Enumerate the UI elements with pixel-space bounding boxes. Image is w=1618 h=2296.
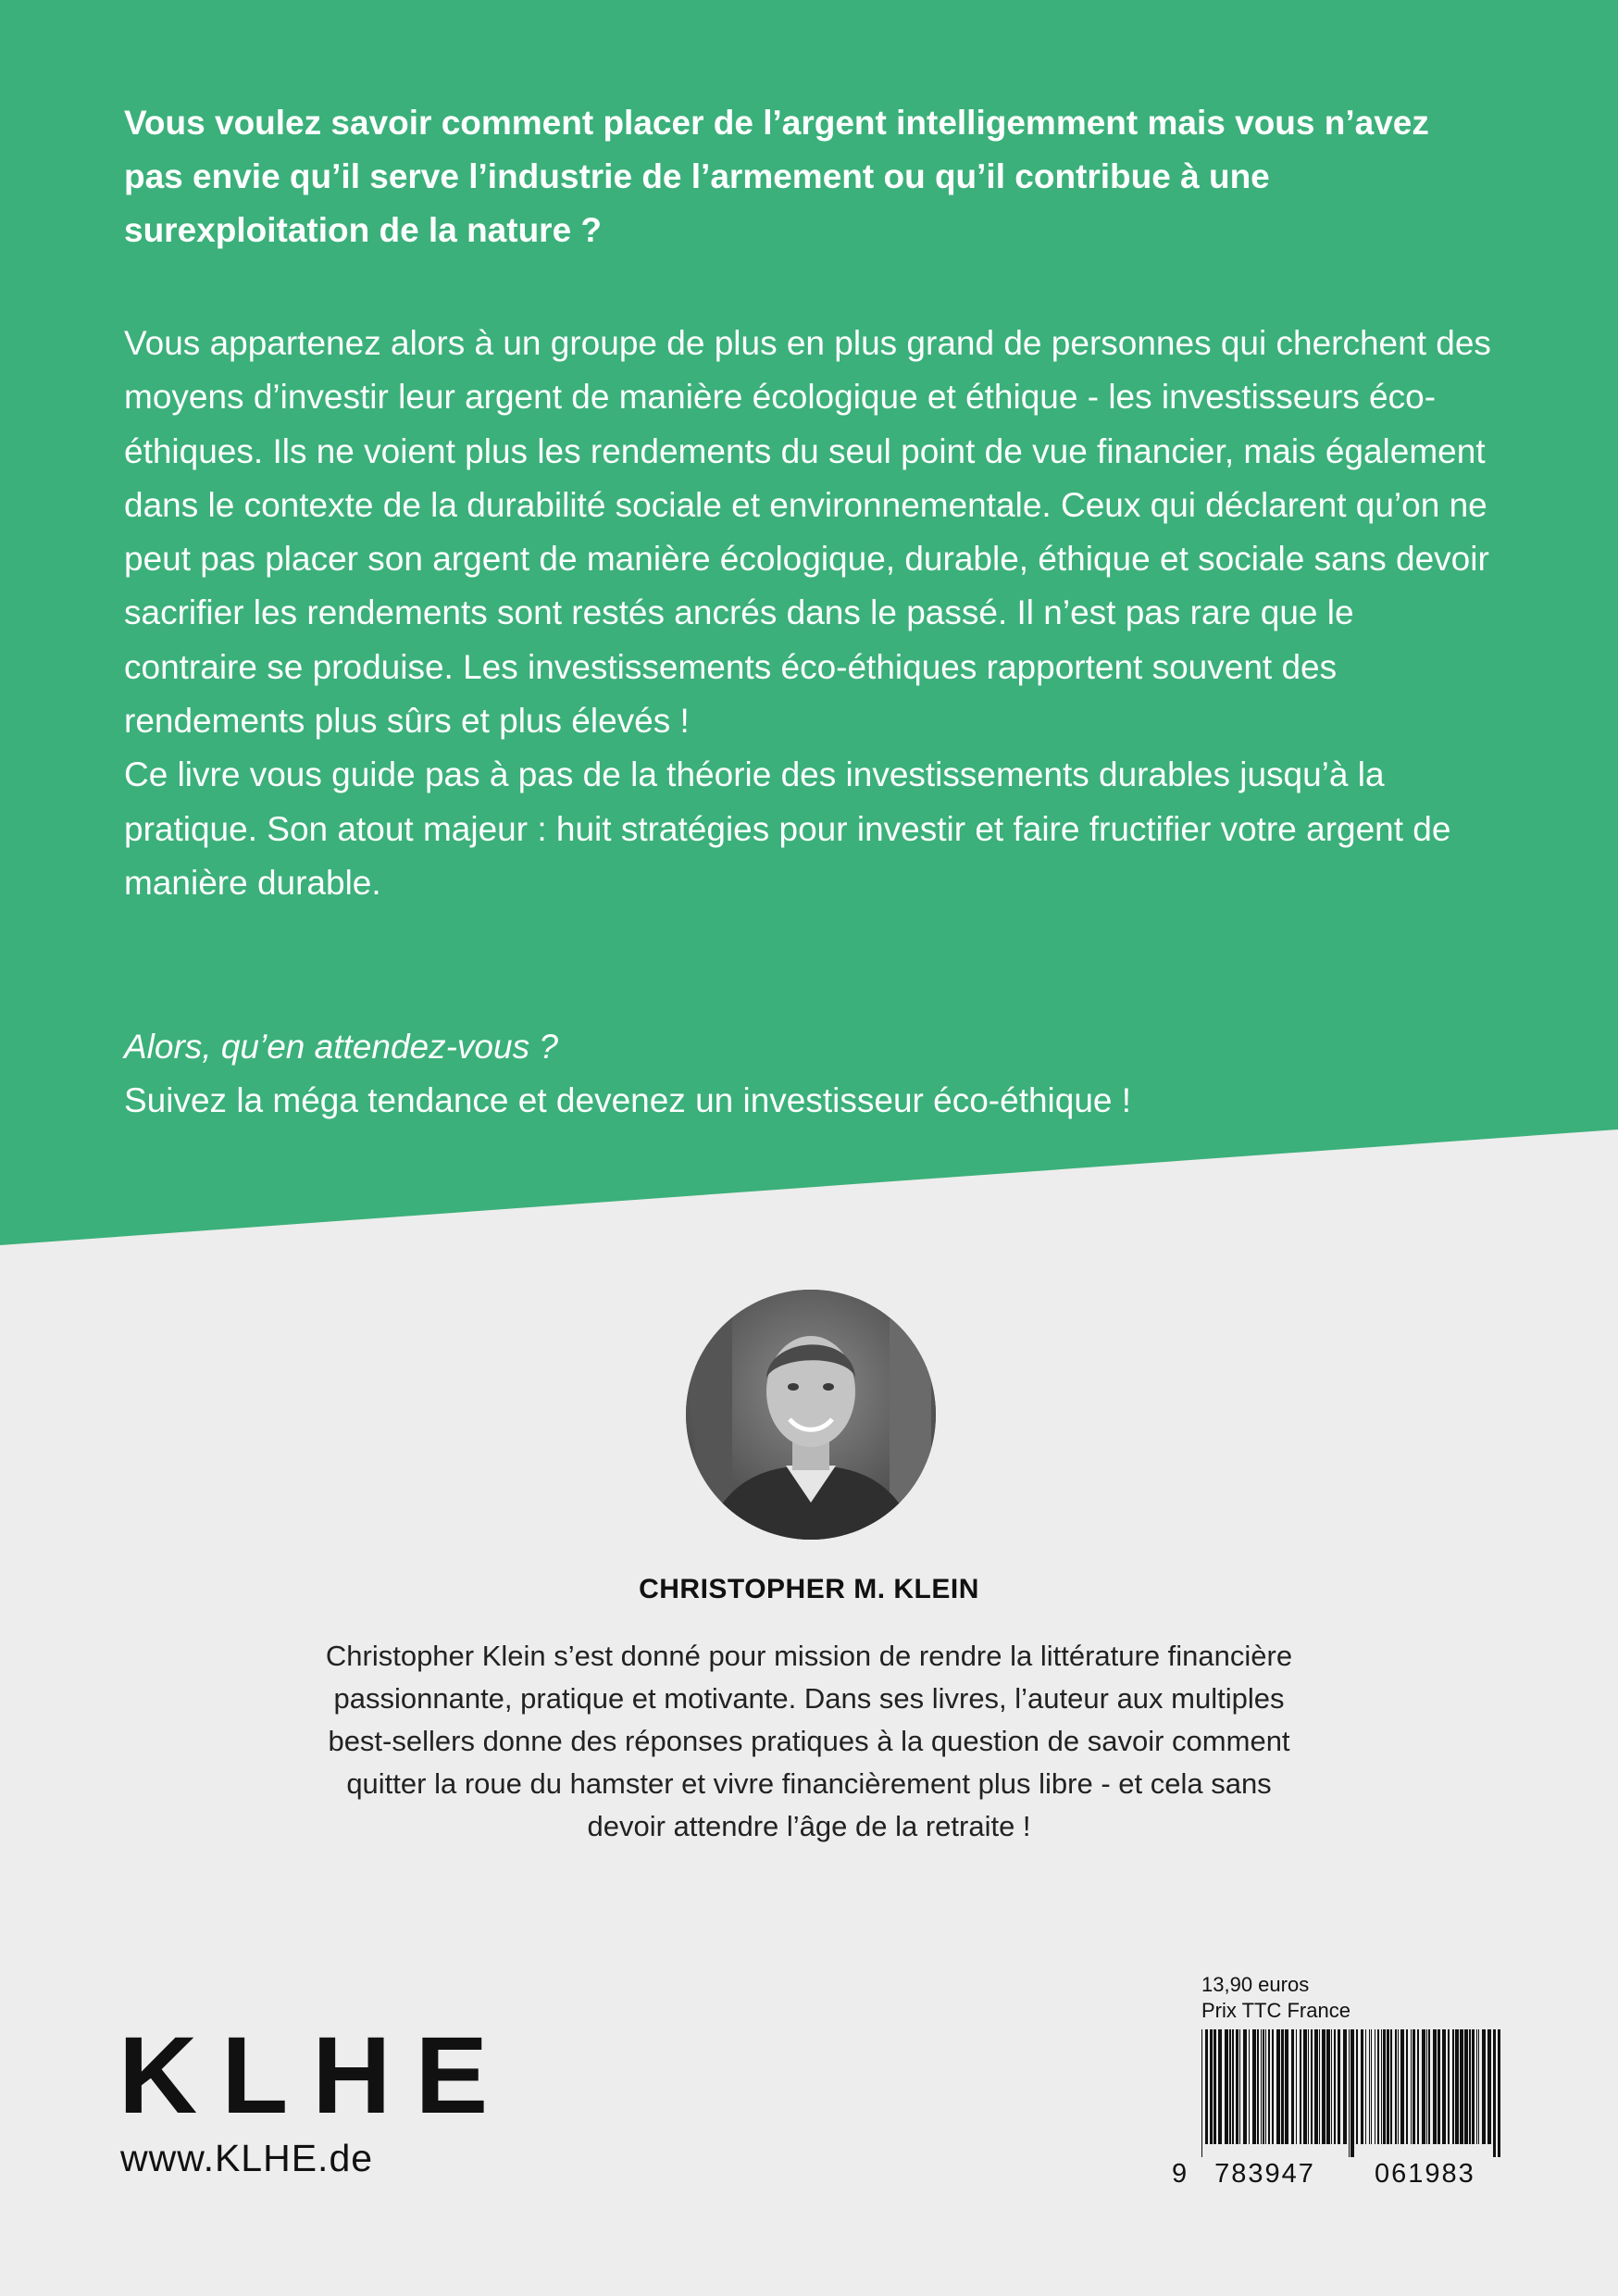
barcode-bar [1303, 2029, 1307, 2144]
barcode-bar [1261, 2029, 1262, 2144]
barcode-bar [1272, 2029, 1274, 2144]
barcode-bar [1239, 2029, 1240, 2144]
barcode-bar [1265, 2029, 1266, 2144]
barcode-bar [1422, 2029, 1425, 2144]
barcode-bar [1210, 2029, 1213, 2144]
barcode-bar [1319, 2029, 1320, 2144]
closing [124, 1020, 1494, 1128]
isbn-right-group: 061983 [1374, 2159, 1475, 2189]
barcode-bar [1314, 2029, 1318, 2144]
barcode-bar [1478, 2029, 1479, 2144]
closing-cta: Suivez la méga tendance et devenez un investisseur éco-éthique ! [124, 1081, 1132, 1119]
barcode-bar [1498, 2029, 1500, 2157]
barcode-bar [1296, 2029, 1297, 2144]
barcode-bar [1252, 2029, 1256, 2144]
description [124, 317, 1494, 910]
barcode-bar [1406, 2029, 1408, 2144]
barcode-bar [1369, 2029, 1370, 2144]
barcode-bar [1428, 2029, 1430, 2144]
barcode-bar [1218, 2029, 1222, 2144]
barcode-bar [1472, 2029, 1475, 2144]
isbn-number [1172, 2159, 1505, 2190]
publisher-logo: KLHE [118, 2015, 513, 2137]
price-amount: 13,90 euros [1201, 1973, 1310, 1996]
barcode-bar [1276, 2029, 1280, 2144]
barcode-bar [1201, 2029, 1202, 2157]
publisher-website[interactable]: www.KLHE.de [120, 2137, 374, 2179]
barcode-bar [1426, 2029, 1427, 2144]
barcode-bar [1214, 2029, 1216, 2144]
author-photo [686, 1290, 936, 1540]
barcode-bar [1236, 2029, 1238, 2144]
barcode-bar [1229, 2029, 1231, 2144]
barcode-bar [1377, 2029, 1379, 2144]
barcode-bar [1448, 2029, 1450, 2144]
barcode-bar [1308, 2029, 1309, 2144]
isbn-barcode [1200, 2029, 1500, 2157]
barcode-bar [1417, 2029, 1419, 2144]
barcode-bar [1395, 2029, 1397, 2144]
barcode-bar [1343, 2029, 1347, 2144]
description-paragraph-2: Ce livre vous guide pas à pas de la théorie des investissements durables jusqu’à la pratique. Son atout majeur : huit stratégies pour investir et faire fructifier votre argent de manière durable. [124, 755, 1451, 902]
barcode-bar [1438, 2029, 1440, 2144]
barcode-bar [1300, 2029, 1301, 2144]
barcode-bar [1356, 2029, 1358, 2144]
barcode-bar [1205, 2029, 1208, 2144]
barcode-bar [1349, 2029, 1350, 2157]
barcode-bar [1334, 2029, 1336, 2144]
barcode-bar [1326, 2029, 1330, 2144]
barcode-bar [1311, 2029, 1313, 2144]
price-block [1201, 1972, 1350, 2024]
barcode-bar [1291, 2029, 1294, 2144]
barcode-bar [1476, 2029, 1477, 2144]
barcode-bar [1268, 2029, 1270, 2144]
barcode-bar [1460, 2029, 1463, 2144]
barcode-bar [1442, 2029, 1446, 2144]
barcode-bar [1398, 2029, 1399, 2144]
lead-paragraph: Vous voulez savoir comment placer de l’argent intelligemment mais vous n’avez pas envie qu’il serve l’industrie de l’armement ou qu’il contribue à une surexploitation de la nature ? [124, 104, 1429, 249]
barcode-bar [1285, 2029, 1288, 2144]
closing-question: Alors, qu’en attendez-vous ? [124, 1028, 558, 1066]
barcode-bar [1433, 2029, 1437, 2144]
barcode-bar [1232, 2029, 1234, 2144]
isbn-left-group: 783947 [1214, 2159, 1315, 2189]
barcode-bar [1455, 2029, 1459, 2144]
barcode-bar [1387, 2029, 1389, 2144]
barcode-bar [1263, 2029, 1264, 2144]
barcode-bar [1493, 2029, 1496, 2157]
description-paragraph-1: Vous appartenez alors à un groupe de plus en plus grand de personnes qui cherchent des moyens d’investir leur argent de manière écologique et éthique - les investisseurs éco-éthiques. Ils ne voient plus les rendements du seul point de vue financier, mais également dans le contexte de la durabilité sociale et environnementale. Ceux qui déclarent qu’on ne peut pas placer son argent de manière écologique, durable, éthique et sociale sans devoir sacrifier les rendements sont restés ancrés dans le passé. Il n’est pas rare que le contraire se produise. Les investissements éco-éthiques rapportent souvent des rendements plus sûrs et plus élevés ! [124, 324, 1491, 741]
author-portrait [686, 1290, 936, 1540]
barcode-bar [1243, 2029, 1247, 2144]
barcode-bar [1469, 2029, 1471, 2144]
author-name: CHRISTOPHER M. KLEIN [639, 1574, 979, 1604]
barcode-bar [1361, 2029, 1363, 2144]
barcode-bar [1464, 2029, 1468, 2144]
barcode-bar [1411, 2029, 1412, 2144]
barcode-bar [1381, 2029, 1382, 2144]
barcode-bar [1400, 2029, 1404, 2144]
barcode-bar [1249, 2029, 1250, 2144]
barcode-bar [1413, 2029, 1415, 2144]
barcode-bar [1390, 2029, 1392, 2144]
barcode-bar [1331, 2029, 1332, 2144]
isbn-first-digit: 9 [1172, 2159, 1189, 2189]
barcode-bar [1338, 2029, 1340, 2144]
barcode-bar [1281, 2029, 1284, 2144]
barcode-bar [1322, 2029, 1326, 2144]
barcode-bar [1371, 2029, 1372, 2144]
barcode-bar [1257, 2029, 1259, 2144]
author-bio: Christopher Klein s’est donné pour mission de rendre la littérature financière passionnante, pratique et motivante. Dans ses livres, l’auteur aux multiples best-sellers donne des réponses pratiques à la question de savoir comment quitter la roue du hamster et vivre financièrement plus libre - et cela sans devoir attendre l’âge de la retraite ! [325, 1640, 1293, 1842]
barcode-bar [1350, 2029, 1354, 2157]
barcode-bar [1452, 2029, 1454, 2144]
barcode-bar [1482, 2029, 1486, 2144]
barcode-bar [1365, 2029, 1366, 2144]
price-note: Prix TTC France [1201, 1999, 1350, 2022]
barcode-bar [1225, 2029, 1228, 2144]
barcode-bar [1383, 2029, 1386, 2144]
barcode-bar [1487, 2029, 1491, 2144]
